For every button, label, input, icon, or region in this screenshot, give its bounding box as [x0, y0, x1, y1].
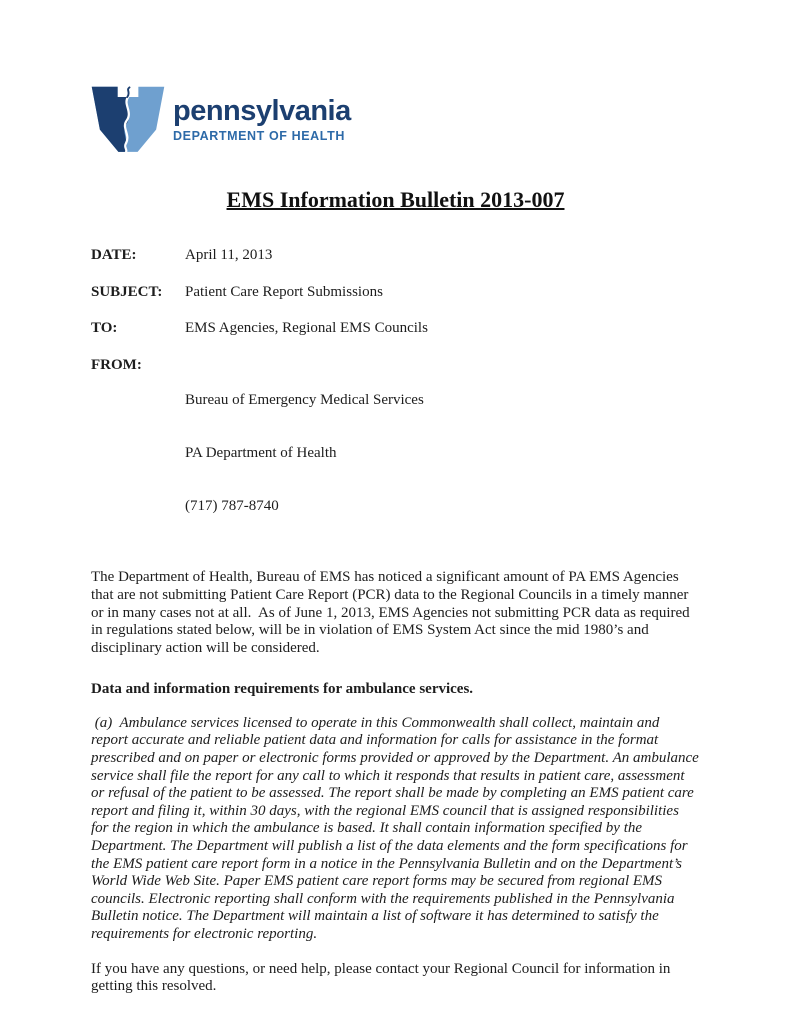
meta-block	[91, 247, 700, 550]
meta-value-from	[185, 357, 424, 551]
logo-org-name: pennsylvania	[173, 95, 351, 127]
meta-value-date: April 11, 2013	[185, 247, 273, 263]
meta-label-from: FROM:	[91, 356, 142, 373]
logo-wordmark	[173, 85, 351, 143]
from-line-phone: (717) 787-8740	[185, 497, 279, 514]
meta-value-to: EMS Agencies, Regional EMS Councils	[185, 320, 428, 337]
meta-label-subject: SUBJECT:	[91, 283, 163, 300]
intro-paragraph: The Department of Health, Bureau of EMS has noticed a significant amount of PA EMS Agencies that are not submitting Patient Care Report (PCR) data to the Regional Councils in a timely manner or in many cases not at all. As of June 1, 2013, EMS Agencies not submitting PCR data as required in regulations stated below, will be in violation of EMS System Act since the mid 1980’s and disciplinary action will be considered.	[91, 569, 694, 656]
meta-row-to	[91, 320, 700, 338]
bulletin-title: EMS Information Bulletin 2013-007	[226, 187, 565, 212]
requirements-section-heading: Data and information requirements for ambulance services.	[91, 681, 474, 698]
from-line-bureau: Bureau of Emergency Medical Services	[185, 391, 424, 408]
meta-value-subject: Patient Care Report Submissions	[185, 283, 383, 300]
closing-paragraph: If you have any questions, or need help, please contact your Regional Council for information in getting this resolved.	[91, 960, 675, 995]
meta-label-date: DATE:	[91, 247, 137, 263]
pa-keystone-caduceus-icon	[91, 85, 165, 155]
meta-row-date	[91, 247, 700, 265]
regulation-paragraph: (a) Ambulance services licensed to operate in this Commonwealth shall collect, maintain and report accurate and reliable patient data and information for calls for assistance in the format prescribed and on paper or electronic forms provided or approved by the Department. An ambulance service shall file the report for any call to which it responds that results in patient care, assessment or refusal of the patient to be assessed. The report shall be made by completing an EMS patient care report and filing it, within 30 days, with the regional EMS council that is assigned responsibilities for the region in which the ambulance is based. It shall contain information specified by the Department. The Department will publish a list of the data elements and the form specifications for the EMS patient care report form in a notice in the Pennsylvania Bulletin and on the Department’s World Wide Web Site. Paper EMS patient care report forms may be secured from regional EMS councils. Electronic reporting shall conform with the requirements published in the Pennsylvania Bulletin notice. The Department will maintain a list of software it has determined to satisfy the requirements for electronic reporting.	[91, 714, 703, 942]
meta-label-to: TO:	[91, 320, 118, 337]
meta-row-subject	[91, 284, 700, 302]
meta-row-from	[91, 357, 700, 551]
pa-doh-logo	[91, 85, 700, 155]
from-line-department: PA Department of Health	[185, 444, 337, 461]
logo-dept-name: DEPARTMENT OF HEALTH	[173, 129, 345, 143]
